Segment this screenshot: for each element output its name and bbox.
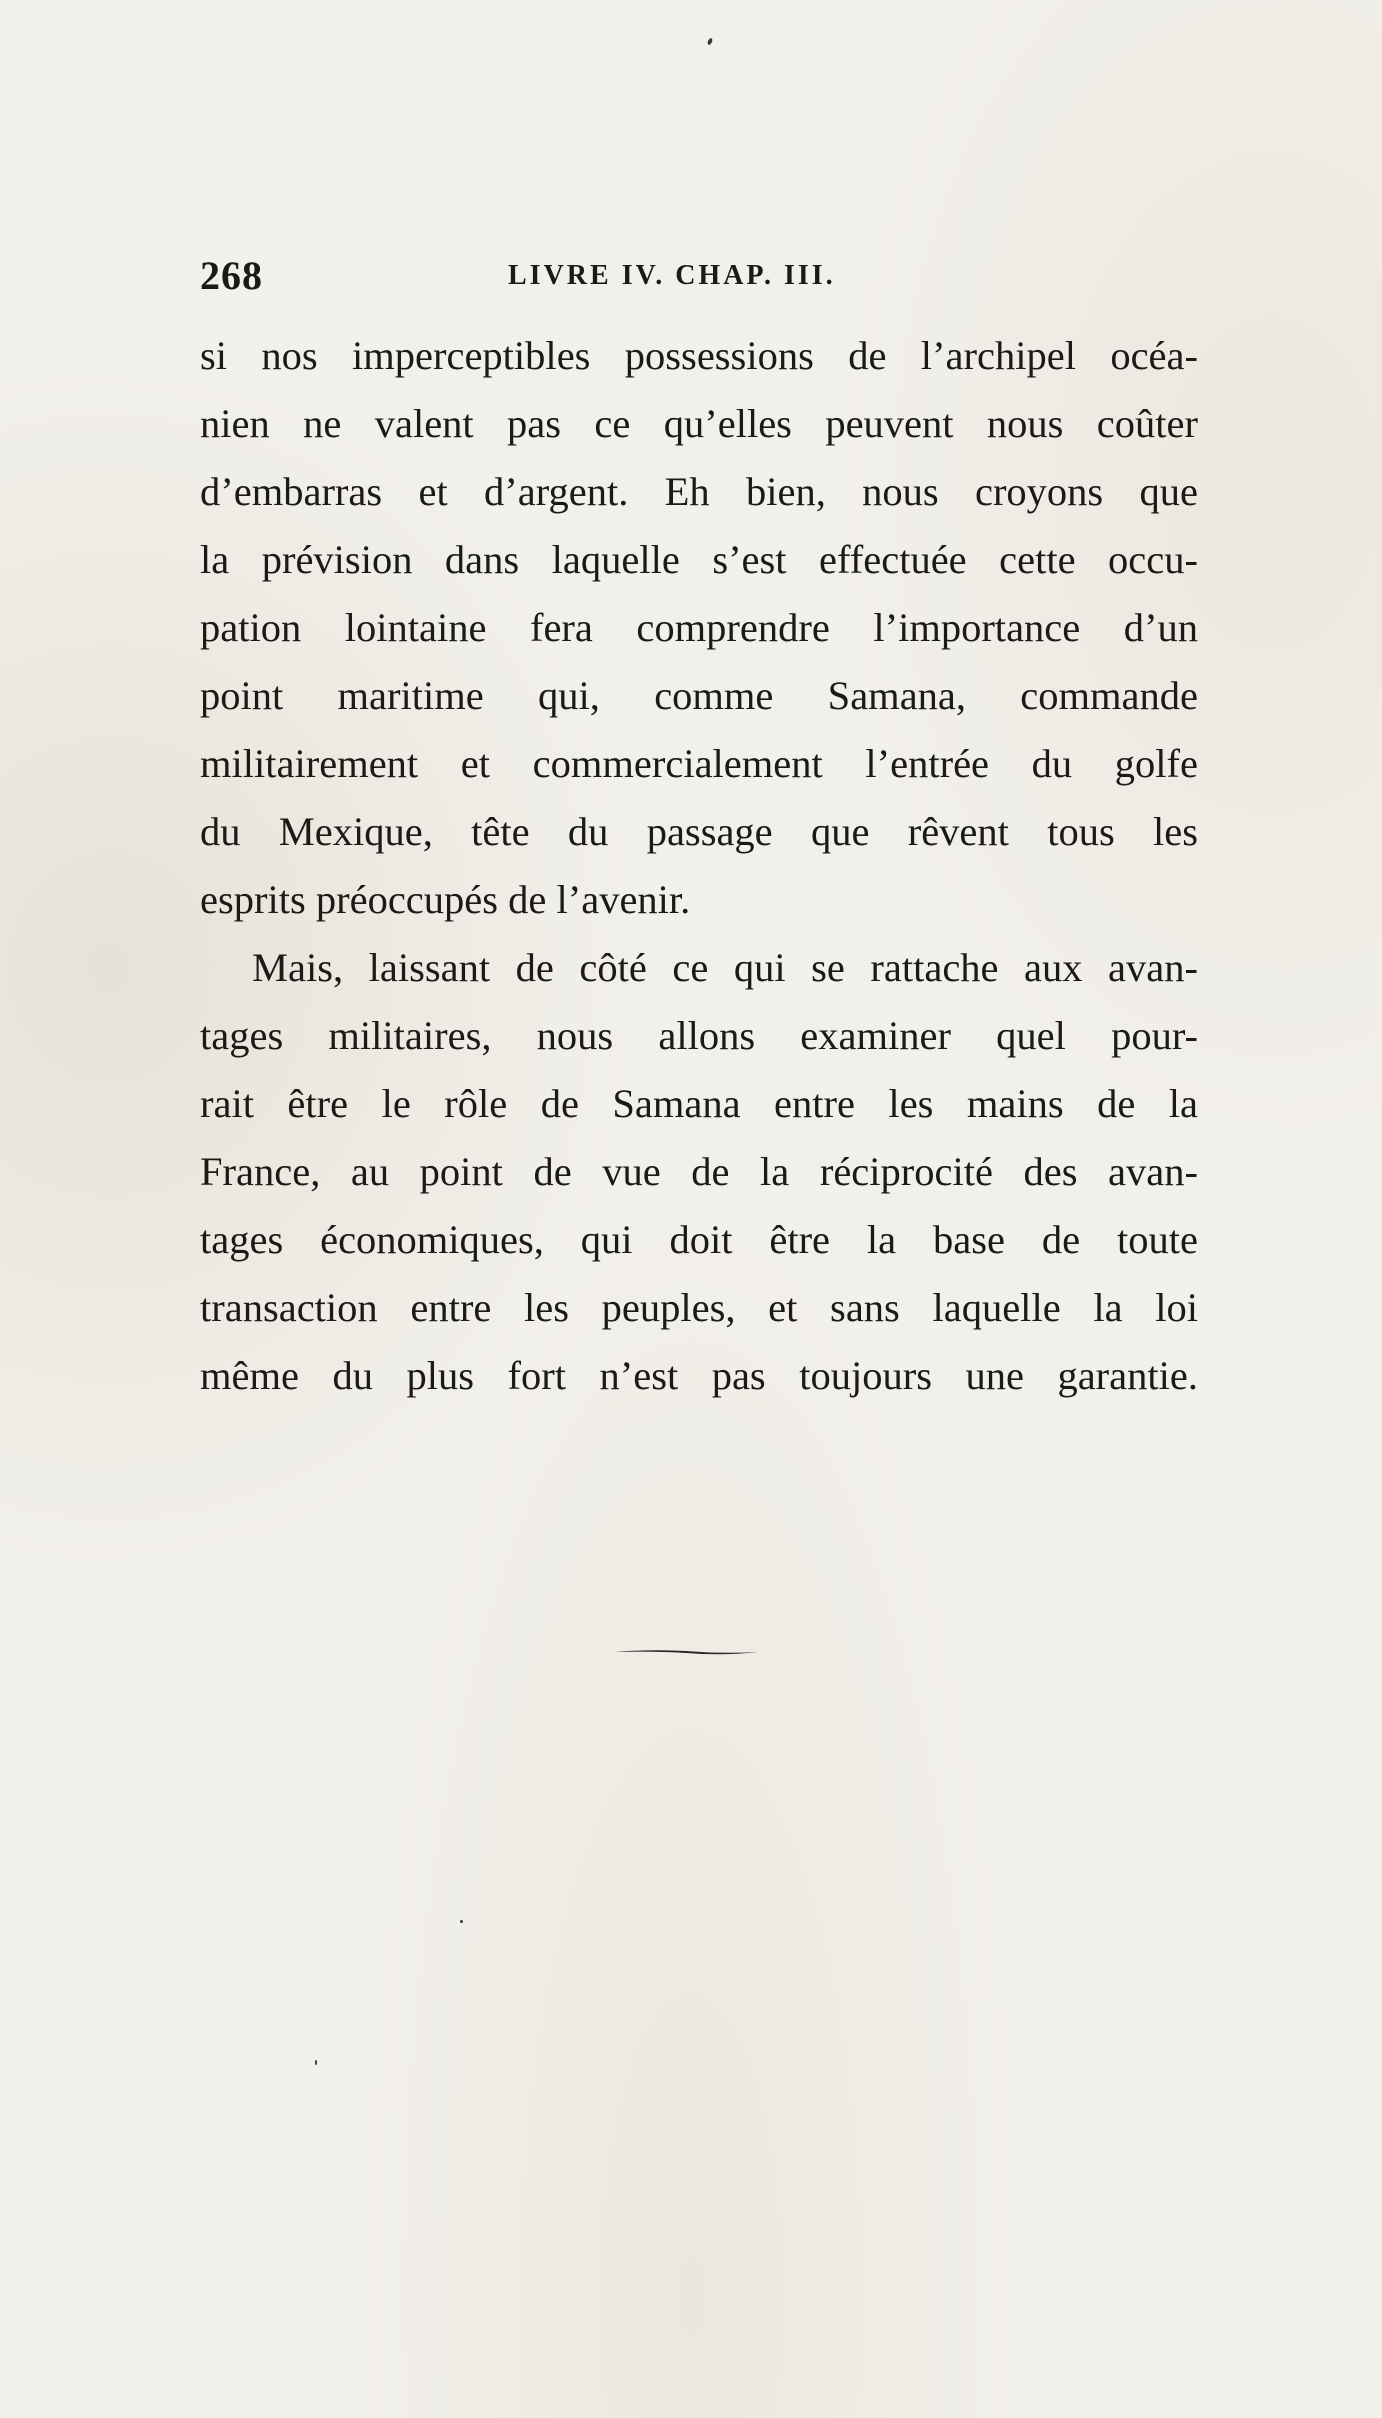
text-line: si nos imperceptibles possessions de l’archipel océa- (200, 333, 1198, 378)
text-line: la prévision dans laquelle s’est effectuée cette occu- (200, 537, 1198, 582)
text-line: militairement et commercialement l’entrée du golfe (200, 741, 1198, 786)
text-line: du Mexique, tête du passage que rêvent tous les (200, 809, 1198, 854)
page-header (200, 252, 1198, 302)
text-line: nien ne valent pas ce qu’elles peuvent nous coûter (200, 401, 1198, 446)
text-line-paragraph-end: même du plus fort n’est pas toujours une garantie. (200, 1353, 1198, 1398)
text-line-paragraph-start: Mais, laissant de côté ce qui se rattache aux avan- (252, 945, 1198, 990)
page-number: 268 (200, 253, 263, 298)
ink-speck (707, 37, 714, 45)
text-line: France, au point de vue de la réciprocité des avan- (200, 1149, 1198, 1194)
ornamental-rule (612, 1648, 760, 1656)
text-line: rait être le rôle de Samana entre les mains de la (200, 1081, 1198, 1126)
text-line: tages économiques, qui doit être la base de toute (200, 1217, 1198, 1262)
text-line: point maritime qui, comme Samana, commande (200, 673, 1198, 718)
text-line-paragraph-end: esprits préoccupés de l’avenir. (200, 877, 691, 922)
running-head: LIVRE IV. CHAP. III. (508, 260, 836, 291)
text-line: pation lointaine fera comprendre l’importance d’un (200, 605, 1198, 650)
body-text (200, 322, 1198, 1410)
ink-speck (460, 1920, 463, 1923)
ink-speck (315, 2060, 317, 2065)
text-line: tages militaires, nous allons examiner quel pour- (200, 1013, 1198, 1058)
text-line: transaction entre les peuples, et sans laquelle la loi (200, 1285, 1198, 1330)
text-line: d’embarras et d’argent. Eh bien, nous croyons que (200, 469, 1198, 514)
